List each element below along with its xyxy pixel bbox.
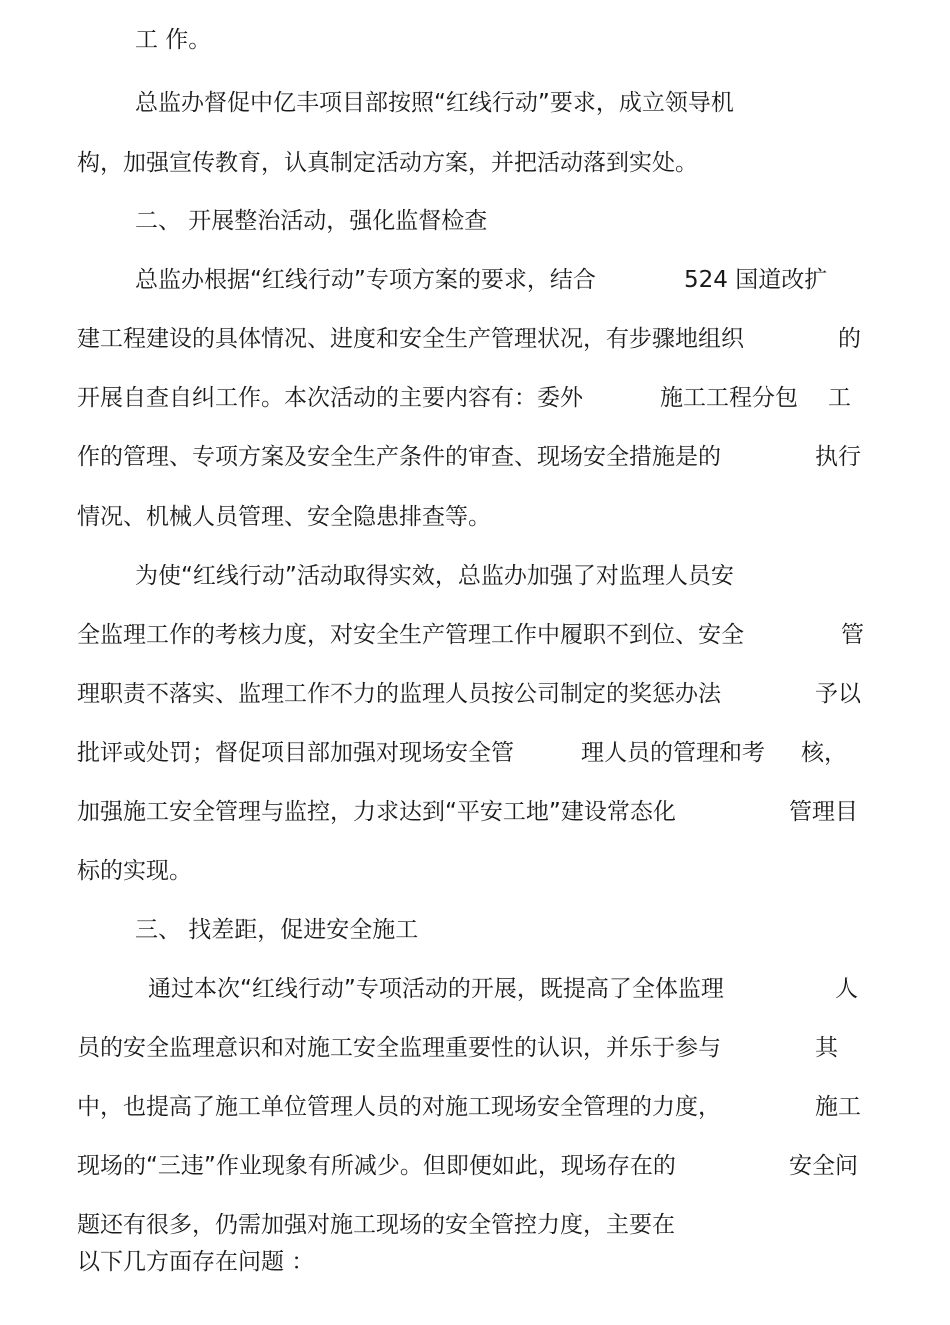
paragraph-line (77, 383, 864, 413)
text-segment: 安全问 (789, 1153, 858, 1179)
paragraph-line: 情况、机械人员管理、安全隐患排查等。 (77, 504, 491, 530)
paragraph-line: 题还有很多，仍需加强对施工现场的安全管控力度，主要在 (77, 1212, 675, 1238)
text-segment: 通过本次“红线行动”专项活动的开展，既提高了全体监理 (148, 976, 724, 1002)
text-segment: 开展自查自纠工作。本次活动的主要内容有：委外 (77, 385, 583, 411)
text-segment: 理人员的管理和考 (581, 740, 765, 766)
paragraph-line (135, 265, 828, 295)
paragraph-line (77, 324, 864, 354)
section-heading: 三、 找差距，促进安全施工 (135, 917, 419, 943)
text-segment: 加强施工安全管理与监控，力求达到“平安工地”建设常态化 (77, 799, 676, 825)
text-segment: 管理目 (789, 799, 858, 825)
text-segment: 施工工程分包 (660, 385, 798, 411)
text-segment: 核， (801, 740, 847, 766)
text-segment: 人 (835, 976, 858, 1002)
text-segment: 员的安全监理意识和对施工安全监理重要性的认识，并乐于参与 (77, 1035, 721, 1061)
text-segment: 施工 (815, 1094, 861, 1120)
text-segment: 理职责不落实、监理工作不力的监理人员按公司制定的奖惩办法 (77, 681, 721, 707)
paragraph-line (77, 442, 864, 472)
text-segment: 作的管理、专项方案及安全生产条件的审查、现场安全措施是的 (77, 444, 721, 470)
paragraph-line: 标的实现。 (77, 858, 192, 884)
text-segment: 批评或处罚；督促项目部加强对现场安全管 (77, 740, 514, 766)
paragraph-line: 构，加强宣传教育，认真制定活动方案，并把活动落到实处。 (77, 150, 698, 176)
paragraph-line (77, 679, 864, 709)
paragraph-line (77, 1092, 864, 1122)
text-segment: 524 国道改扩 (684, 267, 828, 293)
text-segment: 执行 (815, 444, 861, 470)
paragraph-line: 工 作。 (135, 27, 212, 53)
paragraph-line (77, 620, 864, 650)
paragraph-line (148, 974, 864, 1004)
text-segment: 现场的“三违”作业现象有所减少。但即便如此，现场存在的 (77, 1153, 676, 1179)
paragraph-line: 为使“红线行动”活动取得实效，总监办加强了对监理人员安 (135, 563, 734, 589)
section-heading: 二、 开展整治活动，强化监督检查 (135, 208, 488, 234)
paragraph-line (77, 738, 864, 768)
text-segment: 其 (815, 1035, 838, 1061)
paragraph-line (77, 797, 864, 827)
text-segment: 予以 (815, 681, 861, 707)
paragraph-line (77, 1033, 864, 1063)
text-segment: 中，也提高了施工单位管理人员的对施工现场安全管理的力度， (77, 1094, 721, 1120)
text-segment: 工 (828, 385, 851, 411)
paragraph-line: 以下几方面存在问题 ： (77, 1249, 315, 1275)
text-segment: 建工程建设的具体情况、进度和安全生产管理状况，有步骤地组织 (77, 326, 744, 352)
text-segment: 管 (841, 622, 864, 648)
paragraph-line: 总监办督促中亿丰项目部按照“红线行动”要求，成立领导机 (135, 90, 734, 116)
text-segment: 的 (838, 326, 861, 352)
paragraph-line (77, 1151, 864, 1181)
text-segment: 全监理工作的考核力度，对安全生产管理工作中履职不到位、安全 (77, 622, 744, 648)
text-segment: 总监办根据“红线行动”专项方案的要求，结合 (135, 267, 596, 293)
